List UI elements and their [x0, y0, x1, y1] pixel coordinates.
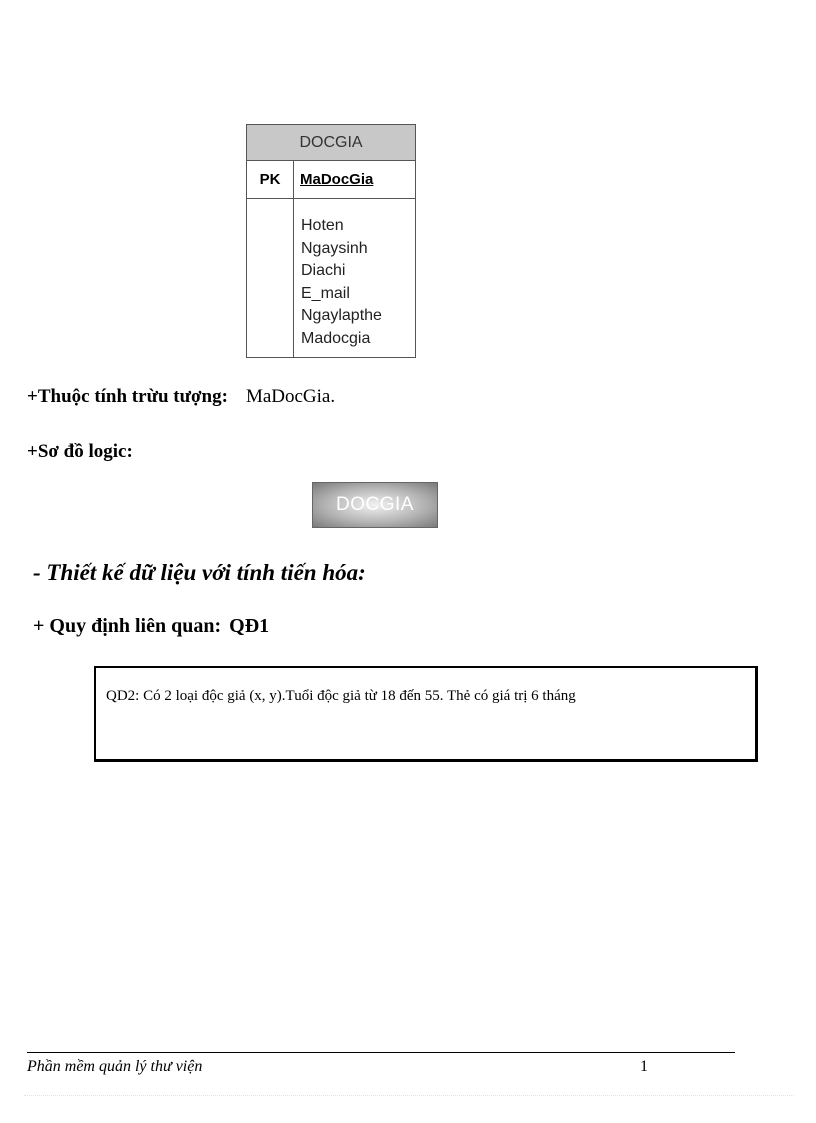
entity-name: DOCGIA — [247, 125, 415, 161]
footer-divider — [27, 1052, 735, 1053]
attribute-item: Diachi — [301, 262, 346, 279]
pk-attribute: MaDocGia — [300, 171, 374, 188]
regulation-label: + Quy định liên quan: — [33, 615, 222, 637]
primary-key-row — [247, 161, 415, 199]
section-heading: - Thiết kế dữ liệu với tính tiến hóa: — [33, 560, 366, 585]
footer-title: Phần mềm quản lý thư viện — [27, 1058, 203, 1075]
attributes-key-column — [247, 199, 294, 357]
abstract-attribute-label: +Thuộc tính trừu tượng: — [27, 386, 228, 407]
page-number: 1 — [640, 1058, 648, 1075]
page-bottom-edge — [24, 1095, 794, 1096]
attributes-row — [247, 199, 415, 357]
attribute-item: E_mail — [301, 284, 350, 302]
abstract-attribute-line — [27, 386, 335, 408]
logic-diagram-entity-box: DOCGIA — [312, 482, 438, 528]
abstract-attribute-value: MaDocGia. — [245, 386, 336, 407]
regulation-text-box: QD2: Có 2 loại độc giả (x, y).Tuổi độc giả từ 18 đến 55. Thẻ có giá trị 6 tháng — [94, 666, 758, 762]
pk-label: PK — [247, 161, 294, 198]
logic-diagram-heading: +Sơ đồ logic: — [27, 441, 133, 462]
attribute-item: Madocgia — [301, 329, 371, 347]
regulation-value: QĐ1 — [229, 615, 270, 637]
attribute-list — [294, 199, 382, 357]
related-regulation-line — [33, 615, 269, 638]
attribute-item: Hoten — [301, 217, 344, 234]
attribute-item: Ngaysinh — [301, 239, 368, 257]
entity-table-docgia — [246, 124, 416, 358]
attribute-item: Ngaylapthe — [301, 307, 382, 324]
